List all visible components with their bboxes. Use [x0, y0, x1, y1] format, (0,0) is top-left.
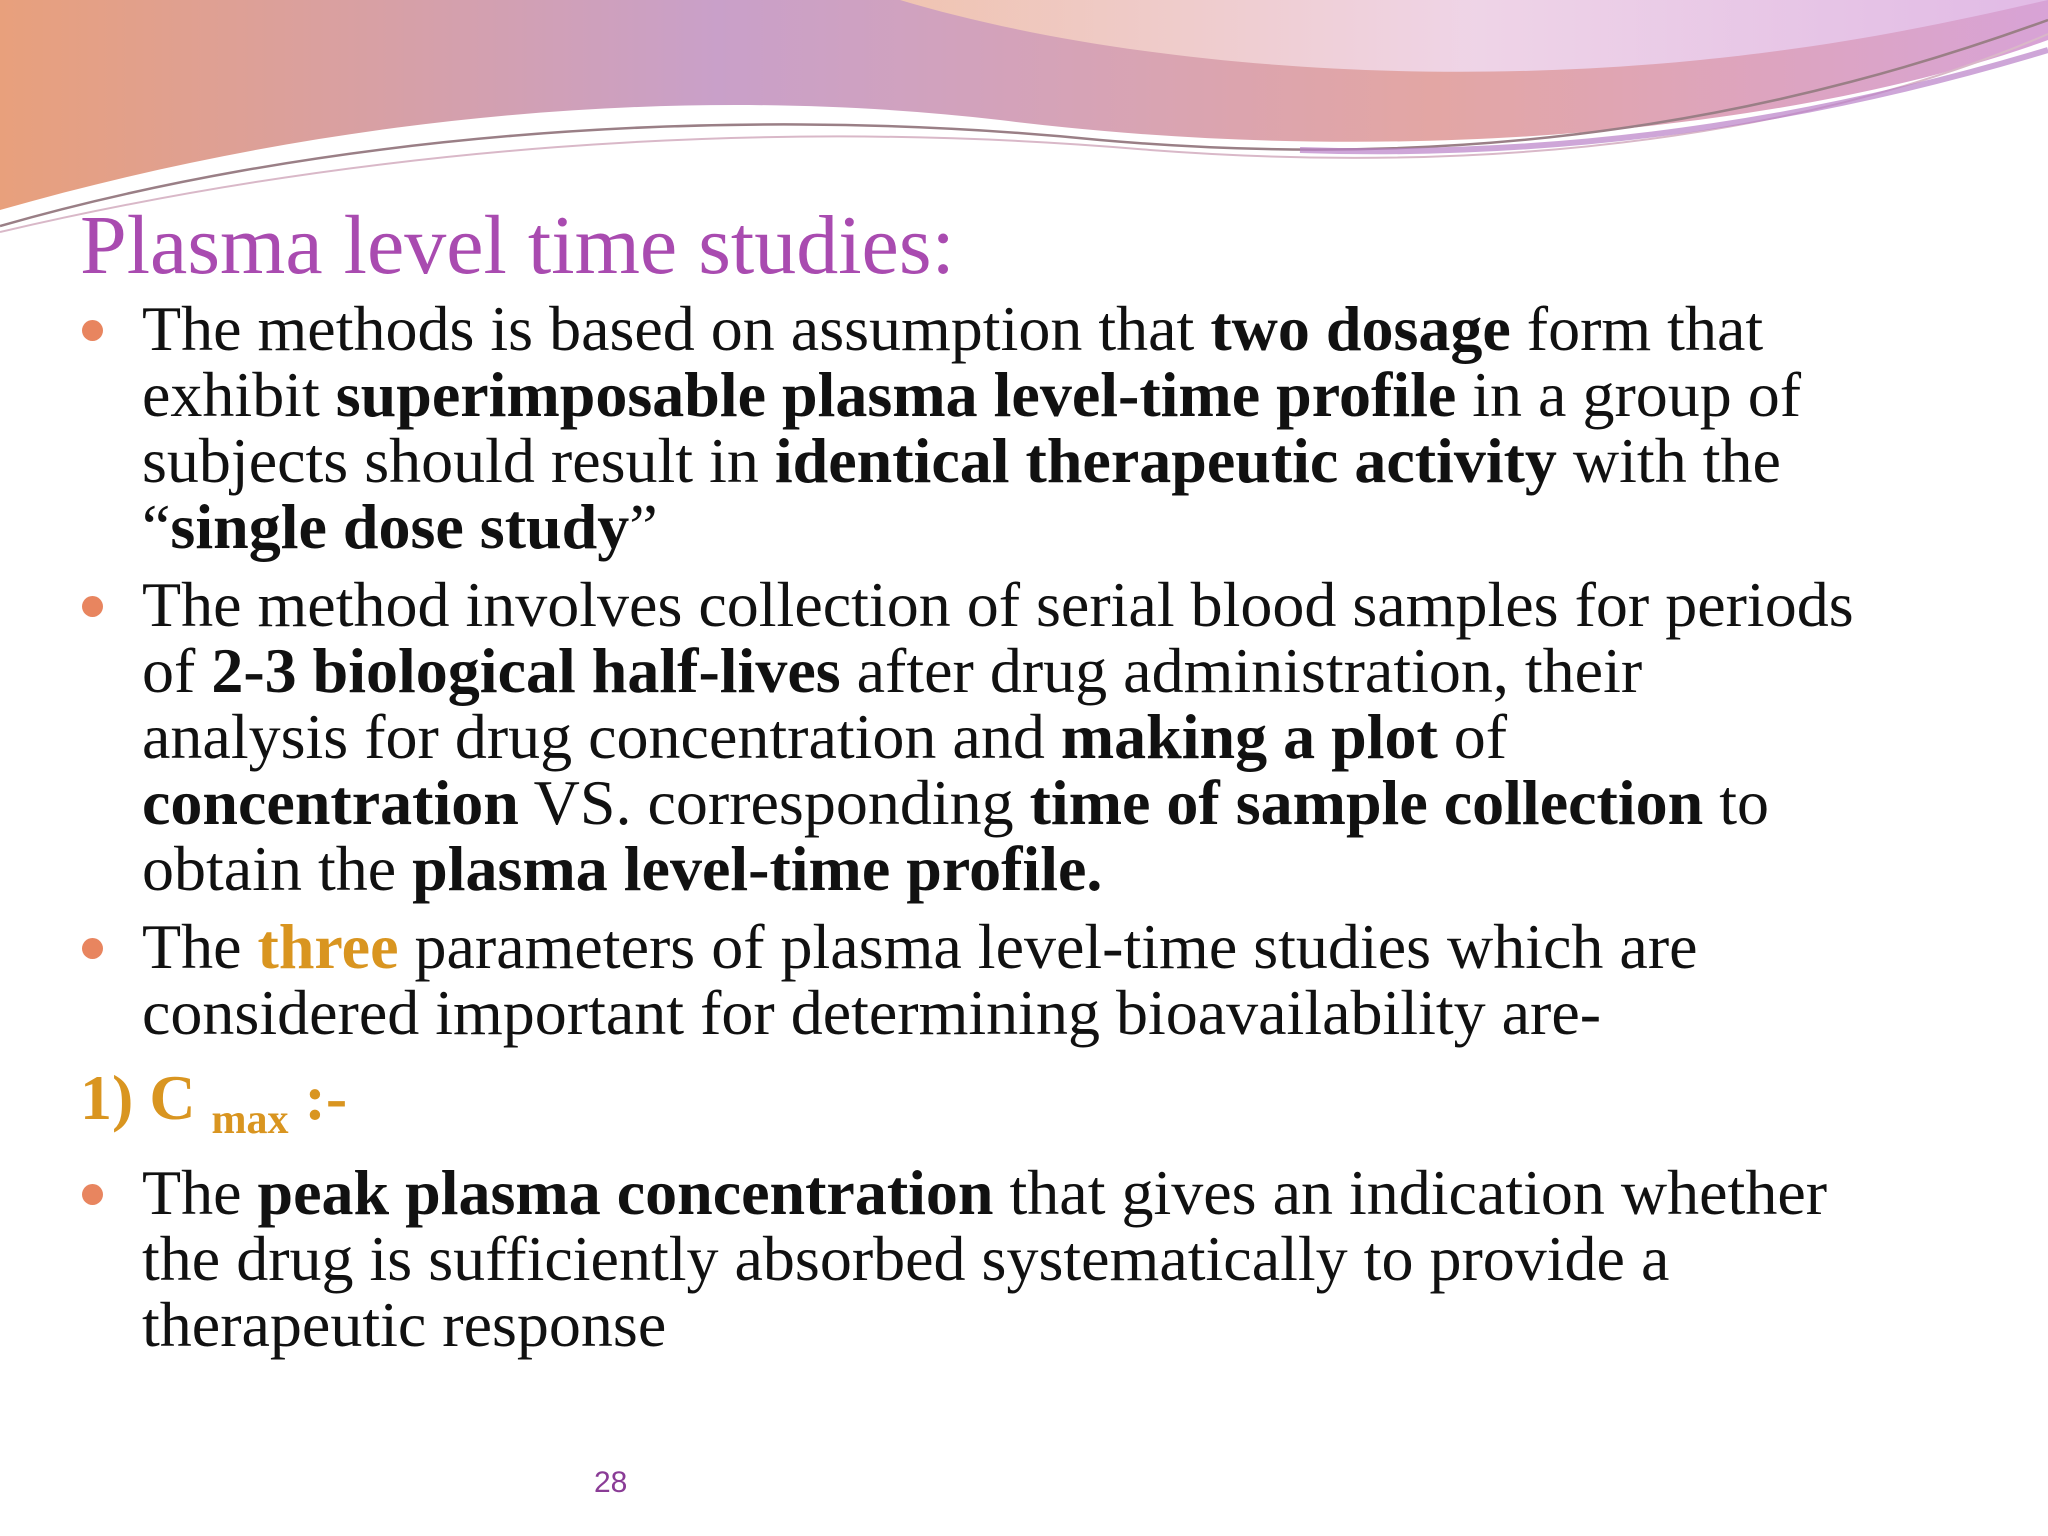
emphasis-text: time of sample collection: [1029, 767, 1704, 838]
section-heading-cmax: [80, 1058, 2010, 1160]
bullet-text: that gives an indication whether: [993, 1157, 1828, 1228]
bullet-line: [142, 491, 2010, 562]
emphasis-text: single dose study: [170, 491, 630, 562]
bullet-item: [80, 569, 2010, 904]
emphasis-text: peak plasma concentration: [257, 1157, 994, 1228]
emphasis-text: three: [257, 911, 399, 982]
bullet-text: considered important for determining bioavailability are-: [142, 977, 1602, 1048]
cmax-prefix: 1) C: [80, 1062, 196, 1133]
bullet-text: in a group of: [1456, 359, 1802, 430]
emphasis-text: superimposable plasma level-time profile: [335, 359, 1457, 430]
bullet-line: [142, 767, 2010, 838]
slide-title: Plasma level time studies:: [80, 199, 955, 292]
bullet-line: [142, 911, 2010, 982]
bullet-text: The method involves collection of serial blood samples for periods: [142, 569, 1854, 640]
bullet-item: [80, 911, 2010, 1048]
bullet-list-cmax: [80, 1157, 2010, 1360]
bullet-line: [142, 1157, 2010, 1228]
bullet-text: exhibit: [142, 359, 336, 430]
bullet-dot-icon: [82, 938, 103, 959]
bullet-line: [142, 569, 2010, 640]
bullet-dot-icon: [82, 320, 103, 341]
bullet-line: [142, 701, 2010, 772]
bullet-line: [142, 359, 2010, 430]
bullet-dot-icon: [82, 1184, 103, 1205]
cmax-subscript: max: [211, 1097, 289, 1143]
slide-body: [80, 293, 2010, 1370]
bullet-text: subjects should result in: [142, 425, 775, 496]
bullet-item: [80, 1157, 2010, 1360]
page-number: 28: [594, 1466, 628, 1499]
bullet-text: to: [1703, 767, 1769, 838]
bullet-line: [142, 293, 2010, 364]
bullet-text: obtain the: [142, 833, 413, 904]
bullet-text: ”: [629, 491, 658, 562]
bullet-text: of: [142, 635, 212, 706]
emphasis-text: plasma level-time profile.: [412, 833, 1103, 904]
bullet-line: [142, 1289, 2010, 1360]
bullet-text: after drug administration, their: [840, 635, 1643, 706]
bullet-text: of: [1437, 701, 1508, 772]
bullet-list: [80, 293, 2010, 1048]
bullet-text: The: [142, 911, 258, 982]
bullet-text: therapeutic response: [142, 1289, 667, 1360]
emphasis-text: 2-3 biological half-lives: [211, 635, 841, 706]
bullet-text: form that: [1510, 293, 1764, 364]
bullet-line: [142, 635, 2010, 706]
bullet-text: with the: [1556, 425, 1781, 496]
bullet-text: “: [142, 491, 171, 562]
bullet-line: [142, 425, 2010, 496]
cmax-suffix: :-: [304, 1062, 348, 1133]
bullet-line: [142, 1223, 2010, 1294]
bullet-text: the drug is sufficiently absorbed systematically to provide a: [142, 1223, 1670, 1294]
emphasis-text: identical therapeutic activity: [774, 425, 1557, 496]
bullet-dot-icon: [82, 596, 103, 617]
emphasis-text: concentration: [142, 767, 519, 838]
bullet-text: analysis for drug concentration and: [142, 701, 1061, 772]
bullet-item: [80, 293, 2010, 562]
bullet-text: The: [142, 1157, 258, 1228]
bullet-text: parameters of plasma level-time studies which are: [398, 911, 1698, 982]
emphasis-text: two dosage: [1210, 293, 1511, 364]
bullet-line: [142, 977, 2010, 1048]
bullet-text: The methods is based on assumption that: [142, 293, 1211, 364]
emphasis-text: making a plot: [1060, 701, 1438, 772]
bullet-text: VS. corresponding: [518, 767, 1030, 838]
bullet-line: [142, 833, 2010, 904]
